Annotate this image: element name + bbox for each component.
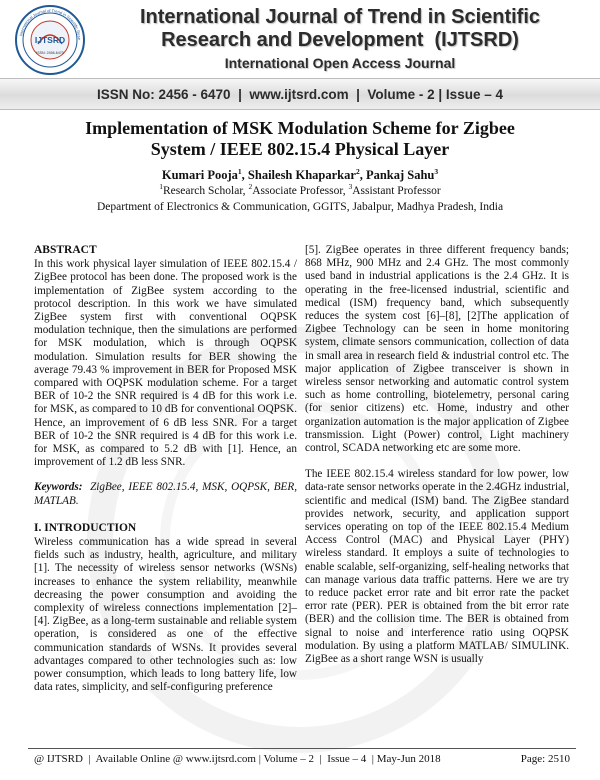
department-affiliation: Department of Electronics & Communication, GGITS, Jabalpur, Madhya Pradesh, India xyxy=(96,201,504,213)
journal-logo xyxy=(14,4,86,76)
issn-band xyxy=(0,78,600,110)
journal-subtitle: International Open Access Journal xyxy=(224,55,456,71)
role-text: Assistant Professor xyxy=(352,185,441,197)
role-mark: 3 xyxy=(348,182,353,192)
role-mark: 2 xyxy=(248,182,253,192)
role-text: Research Scholar, xyxy=(163,185,249,197)
footer-citation: @ IJTSRD | Available Online @ www.ijtsrd.com | Volume – 2 | Issue – 4 | May-Jun 2018 xyxy=(34,753,441,765)
author-affil-mark: 3 xyxy=(434,166,439,176)
left-column xyxy=(34,244,300,695)
page-footer xyxy=(34,753,570,765)
svg-text:IJTSRD: IJTSRD xyxy=(34,35,66,45)
svg-text:International Journal of Trend: International Journal of Trend in Scientific Rese xyxy=(18,7,83,40)
introduction-heading: I. INTRODUCTION xyxy=(34,521,137,534)
keywords-label: Keywords: xyxy=(34,481,83,494)
svg-text:ISSN: 2456-6470: ISSN: 2456-6470 xyxy=(36,51,64,55)
journal-title-line2: Research and Development (IJTSRD) xyxy=(161,29,519,51)
introduction-text: Wireless communication has a wide spread in several fields such as industry, health, agriculture, and military [1]. The necessity of wireless sensor networks (WSNs) increases to enhance the system reliability, meanwhile decreasing the power consumption and avoiding the complexity of wireless connections implementation [2]–[4]. ZigBee, as a long-term sustainable and reliable system operation, is considered as one of the effective communication standards of WSNs. It provides several advantages compared to other technologies such as: low power consumption, which leads to long battery life, low data rates, simplicity, and self-configuring preference xyxy=(34,536,297,694)
logo-seal-icon xyxy=(14,4,86,76)
journal-title-line1: International Journal of Trend in Scientific xyxy=(139,6,541,28)
body-paragraph-1: [5]. ZigBee operates in three different frequency bands; 868 MHz, 900 MHz and 2.4 GHz. The most commonly used band in industrial applications is the 2.4 GHz. It is operating in the free-licensed industrial, scientific and medical (ISM) frequency band, which subsequently reduces the system cost [6]–[8], [2]The application of Zigbee Technology can be seen in home monitoring system, climate sensors communication, collection of data in small area in research field & industrial control etc. The major application of Zigbee transceiver is shown in wireless sensor networking and automatic control system such as home controlling, biotelemetry, personal caring (for senior citizens) etc. Home, industry and other organization automation is the major application of Zigbee transmission. Light (Power) control, Light machinery control, SCADA networking etc are some more. xyxy=(305,244,569,455)
role-text: Associate Professor, xyxy=(252,185,349,197)
author-list: Kumari Pooja$^1$, Shailesh Khaparkar$^2$, Pankaj Sahu$^3$ xyxy=(161,166,439,182)
page-number: Page: 2510 xyxy=(520,753,570,765)
abstract-text: In this work physical layer simulation of IEEE 802.15.4 / ZigBee protocol has been done. The proposed work is the implementation of ZigBee system according to the protocol description. In this work we have simulated ZigBee system first with conventional OQPSK modulation technique, then the simulations are performed for MSK modulation, which is through OQPSK modulation. Simulation results for BER showing the average 79.43 % improvement in BER for Proposed MSK compared with OQPSK modulation scheme. For a target BER of 10-2 the SNR required is 4 dB for this work i.e. for MSK, as compared to 10 dB for conventional OQPSK. Hence, an improvement of 6 dB less SNR. For a target BER of 10-2 the SNR required is 4 dB for this work i.e. for MSK, as compared to 5.2 dB with [1]. Hence, an improvement of 1.2 dB less SNR. xyxy=(34,258,297,469)
body-paragraph-2: The IEEE 802.15.4 wireless standard for low power, low data-rate sensor networks operate in the 2.4GHz industrial, scientific and medical (ISM) band. The ZigBee standard provides network, security, and application support services operating on top of the IEEE 802.15.4 Medium Access Control (MAC) and Physical Layer (PHY) wireless standard. It employs a suite of technologies to enable scalable, self-organizing, self-healing networks that can manage various data traffic patterns. Here we are try to reduce packet error rate and bit error rate the packet error rate (PER). PER is obtained from the bit error rate (BER) and the collision time. The BER is obtained from signal to noise and interference ratio using OQPSK modulation. By using a platform MATLAB/ SIMULINK. ZigBee as a short range WSN is usually xyxy=(305,468,569,666)
paper-title xyxy=(30,118,570,160)
author-name: Kumari Pooja xyxy=(161,168,238,182)
abstract-heading: ABSTRACT xyxy=(34,244,97,256)
author-name: Shailesh Khaparkar xyxy=(247,168,356,182)
author-name: Pankaj Sahu xyxy=(365,168,435,182)
issn-line: ISSN No: 2456 - 6470 | www.ijtsrd.com | Volume - 2 | Issue – 4 xyxy=(97,86,503,102)
footer-divider xyxy=(28,748,576,749)
keywords-text: ZigBee, IEEE 802.15.4, MSK, OQPSK, BER, MATLAB. xyxy=(34,481,300,507)
author-affil-mark: 2 xyxy=(355,166,360,176)
author-roles xyxy=(30,182,570,197)
right-column xyxy=(305,244,569,666)
journal-title xyxy=(100,6,580,52)
author-affil-mark: 1 xyxy=(237,166,242,176)
paper-title-line2: System / IEEE 802.15.4 Physical Layer xyxy=(150,139,450,159)
role-mark: 1 xyxy=(159,182,163,192)
keywords-line xyxy=(34,481,300,507)
paper-title-line1: Implementation of MSK Modulation Scheme for Zigbee xyxy=(85,118,515,138)
